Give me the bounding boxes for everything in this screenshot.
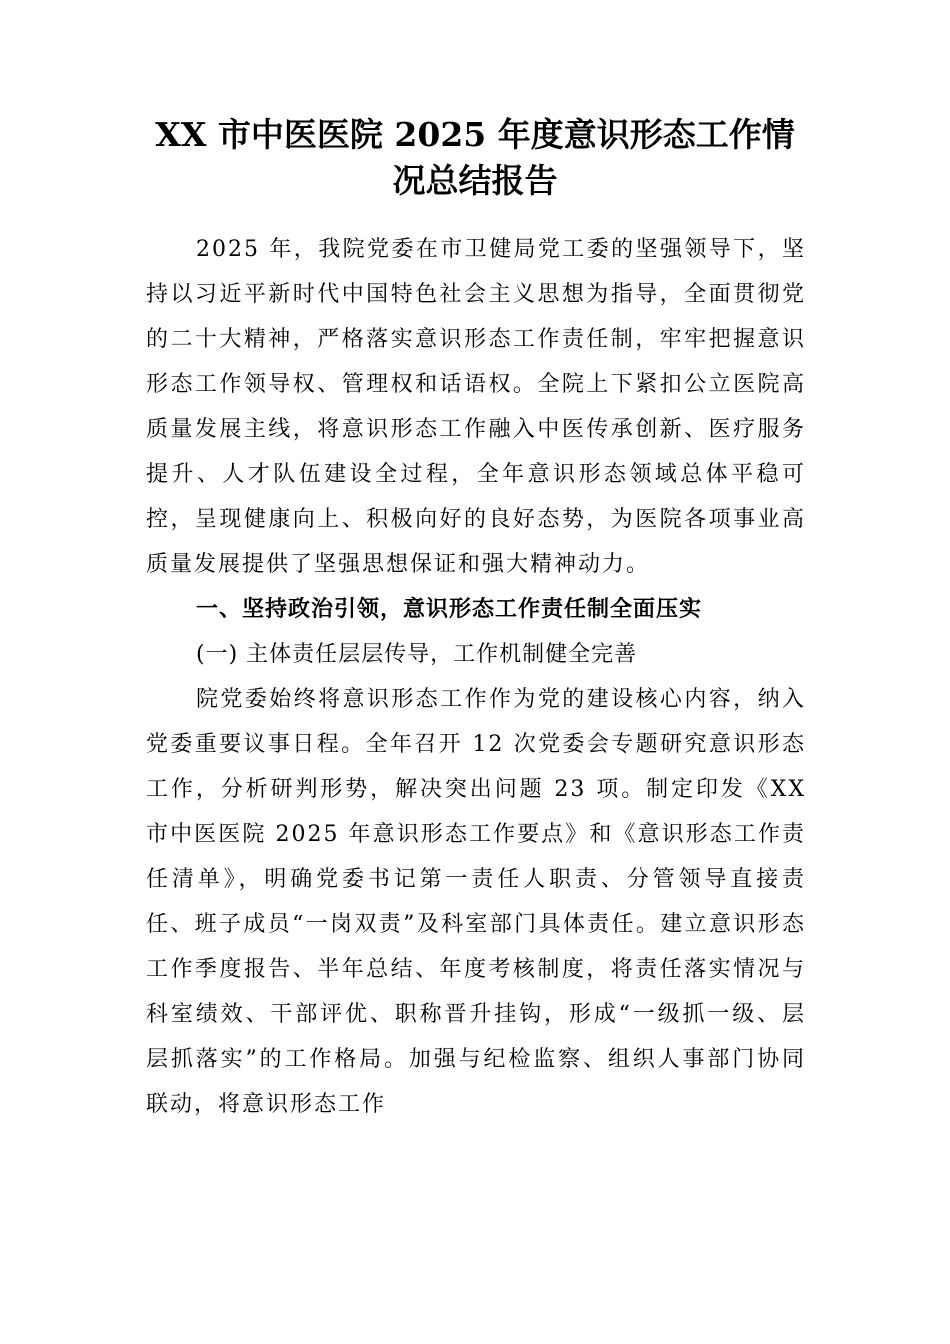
title-line-2: 况总结报告 bbox=[392, 161, 558, 200]
intro-paragraph: 2025 年，我院党委在市卫健局党工委的坚强领导下，坚持以习近平新时代中国特色社会主义思想为指导，全面贯彻党的二十大精神，严格落实意识形态工作责任制，牢牢把握意识形态工作领导权、管理权和话语权。全院上下紧扣公立医院高质量发展主线，将意识形态工作融入中医传承创新、医疗服务提升、人才队伍建设全过程，全年意识形态领域总体平稳可控，呈现健康向上、积极向好的良好态势，为医院各项事业高质量发展提供了坚强思想保证和强大精神动力。 bbox=[146, 237, 806, 577]
title-line-1: XX 市中医医院 2025 年度意识形态工作情 bbox=[155, 115, 795, 154]
document-body bbox=[146, 227, 806, 1127]
subsection-1-heading: (一) 主体责任层层传导，工作机制健全完善 bbox=[196, 642, 638, 667]
section-1-heading: 一、坚持政治引领，意识形态工作责任制全面压实 bbox=[196, 597, 703, 622]
subsection-1-paragraph: 院党委始终将意识形态工作作为党的建设核心内容，纳入党委重要议事日程。全年召开 12 次党委会专题研究意识形态工作，分析研判形势，解决突出问题 23 项。制定印发《XX 市中医医院 2025 年意识形态工作要点》和《意识形态工作责任清单》，明确党委书记第一责任人职责、分管领导直接责任、班子成员“一岗双责”及科室部门具体责任。建立意识形态工作季度报告、半年总结、年度考核制度，将责任落实情况与科室绩效、干部评优、职称晋升挂钩，形成“一级抓一级、层层抓落实”的工作格局。加强与纪检监察、组织人事部门协同联动，将意识形态工作 bbox=[146, 687, 806, 1117]
document-title bbox=[140, 112, 810, 204]
